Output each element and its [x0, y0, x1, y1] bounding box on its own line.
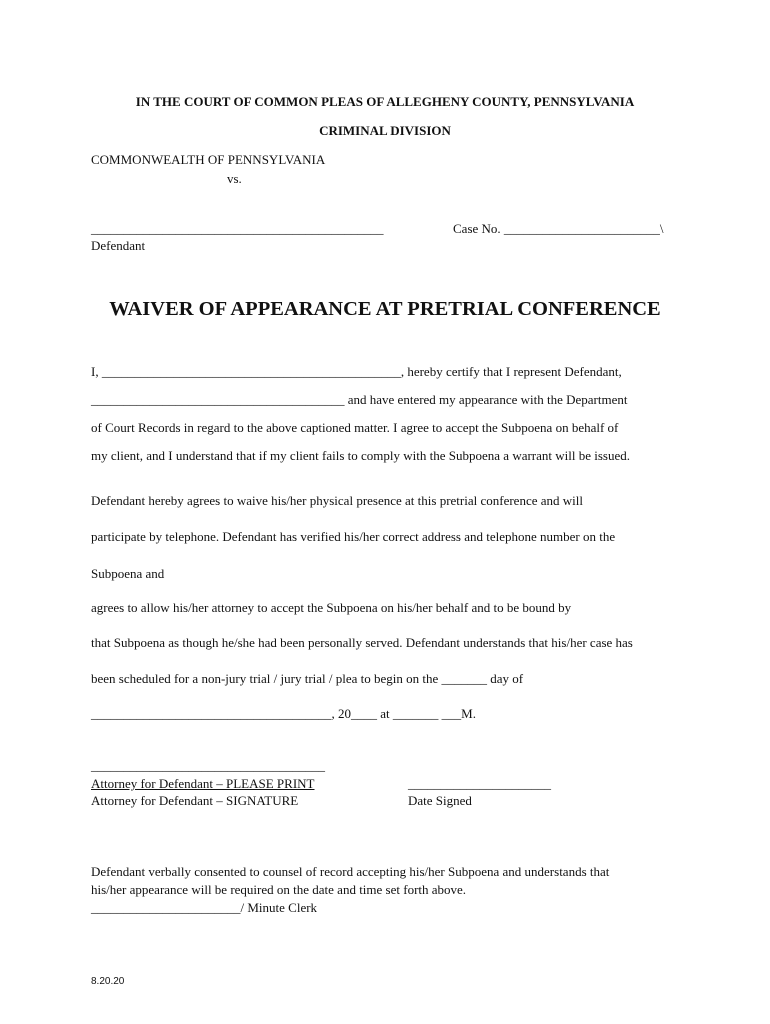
- waiver-line-3: Subpoena and: [91, 566, 165, 581]
- case-number-field[interactable]: Case No. ________________________\: [453, 221, 664, 236]
- date-signed-blank[interactable]: ______________________: [408, 776, 551, 791]
- defendant-name-blank[interactable]: _____________________________________________: [91, 221, 384, 236]
- revision-date: 8.20.20: [91, 976, 125, 987]
- trial-type-line[interactable]: been scheduled for a non-jury trial / jury trial / plea to begin on the _______ day of: [91, 671, 524, 686]
- consent-line-1: Defendant verbally consented to counsel of record accepting his/her Subpoena and understands that: [91, 864, 610, 879]
- form-title: WAIVER OF APPEARANCE AT PRETRIAL CONFERENCE: [109, 298, 661, 320]
- plaintiff-name: COMMONWEALTH OF PENNSYLVANIA: [91, 152, 326, 167]
- defendant-label: Defendant: [91, 238, 146, 253]
- minute-clerk-line[interactable]: _______________________/ Minute Clerk: [91, 900, 318, 915]
- waiver-line-2: participate by telephone. Defendant has verified his/her correct address and telephone number on the: [91, 529, 616, 544]
- waiver-line-4: agrees to allow his/her attorney to accept the Subpoena on his/her behalf and to be bound by: [91, 600, 572, 615]
- waiver-line-5: that Subpoena as though he/she had been personally served. Defendant understands that his/her case has: [91, 635, 633, 650]
- consent-line-2: his/her appearance will be required on the date and time set forth above.: [91, 882, 467, 897]
- court-heading: IN THE COURT OF COMMON PLEAS OF ALLEGHENY COUNTY, PENNSYLVANIA: [135, 94, 635, 109]
- certification-line-3: of Court Records in regard to the above captioned matter. I agree to accept the Subpoena on behalf of: [91, 420, 619, 435]
- versus-label: vs.: [227, 171, 242, 186]
- attorney-print-label: Attorney for Defendant – PLEASE PRINT: [91, 776, 315, 791]
- waiver-line-1: Defendant hereby agrees to waive his/her physical presence at this pretrial conference and will: [91, 493, 583, 508]
- attorney-signature-label: Attorney for Defendant – SIGNATURE: [91, 793, 299, 808]
- certification-line-4: my client, and I understand that if my client fails to comply with the Subpoena a warrant will be issued.: [91, 448, 631, 463]
- attorney-print-blank[interactable]: ____________________________________: [91, 758, 325, 773]
- trial-date-line[interactable]: _____________________________________, 20____ at _______ ___M.: [91, 706, 476, 721]
- division-heading: CRIMINAL DIVISION: [319, 123, 451, 138]
- certification-line-2[interactable]: _______________________________________ and have entered my appearance with the Department: [91, 392, 628, 407]
- date-signed-label: Date Signed: [408, 793, 472, 808]
- certification-line-1[interactable]: I, ______________________________________________, hereby certify that I represent Defendant,: [91, 364, 622, 379]
